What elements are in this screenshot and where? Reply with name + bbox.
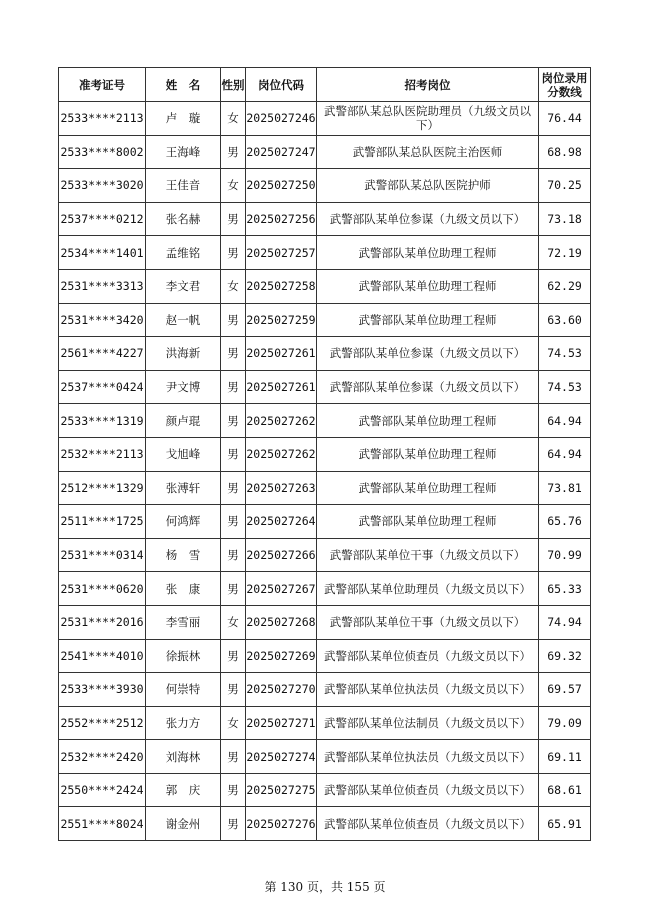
cell-post: 武警部队某单位助理工程师 bbox=[317, 404, 539, 438]
cell-id: 2537****0212 bbox=[59, 202, 146, 236]
cell-post: 武警部队某单位助理工程师 bbox=[317, 471, 539, 505]
cell-id: 2512****1329 bbox=[59, 471, 146, 505]
cell-name: 谢金州 bbox=[146, 807, 221, 841]
results-table bbox=[58, 67, 591, 841]
cell-score: 65.76 bbox=[539, 505, 591, 539]
cell-post: 武警部队某单位参谋（九级文员以下） bbox=[317, 370, 539, 404]
cell-post: 武警部队某单位干事（九级文员以下） bbox=[317, 605, 539, 639]
table-row bbox=[59, 605, 591, 639]
cell-post: 武警部队某总队医院主治医师 bbox=[317, 135, 539, 169]
cell-code: 2025027267 bbox=[246, 572, 317, 606]
cell-name: 张名赫 bbox=[146, 202, 221, 236]
cell-id: 2533****1319 bbox=[59, 404, 146, 438]
cell-name: 孟维铭 bbox=[146, 236, 221, 270]
cell-id: 2561****4227 bbox=[59, 337, 146, 371]
cell-id: 2533****8002 bbox=[59, 135, 146, 169]
cell-post: 武警部队某单位侦查员（九级文员以下） bbox=[317, 807, 539, 841]
table-row bbox=[59, 337, 591, 371]
cell-gender: 女 bbox=[221, 102, 246, 136]
cell-name: 徐振林 bbox=[146, 639, 221, 673]
cell-score: 72.19 bbox=[539, 236, 591, 270]
cell-post: 武警部队某单位执法员（九级文员以下） bbox=[317, 673, 539, 707]
cell-score: 68.98 bbox=[539, 135, 591, 169]
cell-post: 武警部队某单位法制员（九级文员以下） bbox=[317, 706, 539, 740]
cell-gender: 男 bbox=[221, 404, 246, 438]
cell-score: 70.25 bbox=[539, 169, 591, 203]
cell-post: 武警部队某单位助理工程师 bbox=[317, 269, 539, 303]
cell-code: 2025027274 bbox=[246, 740, 317, 774]
header-score: 岗位录用分数线 bbox=[539, 68, 591, 102]
cell-id: 2533****3930 bbox=[59, 673, 146, 707]
cell-score: 69.32 bbox=[539, 639, 591, 673]
table-row bbox=[59, 538, 591, 572]
cell-code: 2025027262 bbox=[246, 437, 317, 471]
cell-post: 武警部队某单位助理工程师 bbox=[317, 437, 539, 471]
cell-gender: 男 bbox=[221, 202, 246, 236]
cell-code: 2025027275 bbox=[246, 773, 317, 807]
cell-gender: 男 bbox=[221, 437, 246, 471]
cell-score: 64.94 bbox=[539, 404, 591, 438]
cell-name: 李雪丽 bbox=[146, 605, 221, 639]
cell-id: 2537****0424 bbox=[59, 370, 146, 404]
header-gender: 性别 bbox=[221, 68, 246, 102]
cell-score: 76.44 bbox=[539, 102, 591, 136]
cell-code: 2025027263 bbox=[246, 471, 317, 505]
cell-name: 洪海新 bbox=[146, 337, 221, 371]
cell-gender: 女 bbox=[221, 269, 246, 303]
cell-code: 2025027258 bbox=[246, 269, 317, 303]
header-code: 岗位代码 bbox=[246, 68, 317, 102]
cell-score: 65.33 bbox=[539, 572, 591, 606]
cell-code: 2025027276 bbox=[246, 807, 317, 841]
table-row bbox=[59, 471, 591, 505]
table-row bbox=[59, 673, 591, 707]
cell-gender: 男 bbox=[221, 807, 246, 841]
cell-id: 2551****8024 bbox=[59, 807, 146, 841]
cell-id: 2532****2420 bbox=[59, 740, 146, 774]
cell-gender: 女 bbox=[221, 169, 246, 203]
table-row bbox=[59, 437, 591, 471]
cell-score: 69.57 bbox=[539, 673, 591, 707]
cell-gender: 男 bbox=[221, 639, 246, 673]
cell-post: 武警部队某单位参谋（九级文员以下） bbox=[317, 337, 539, 371]
cell-code: 2025027261 bbox=[246, 370, 317, 404]
cell-post: 武警部队某单位助理工程师 bbox=[317, 303, 539, 337]
cell-gender: 男 bbox=[221, 303, 246, 337]
table-row bbox=[59, 236, 591, 270]
cell-post: 武警部队某单位干事（九级文员以下） bbox=[317, 538, 539, 572]
cell-code: 2025027271 bbox=[246, 706, 317, 740]
table-row bbox=[59, 740, 591, 774]
cell-id: 2532****2113 bbox=[59, 437, 146, 471]
cell-code: 2025027262 bbox=[246, 404, 317, 438]
cell-gender: 男 bbox=[221, 370, 246, 404]
cell-name: 尹文博 bbox=[146, 370, 221, 404]
table-row bbox=[59, 135, 591, 169]
cell-score: 74.53 bbox=[539, 370, 591, 404]
cell-name: 王佳音 bbox=[146, 169, 221, 203]
cell-gender: 女 bbox=[221, 706, 246, 740]
cell-score: 62.29 bbox=[539, 269, 591, 303]
table-row bbox=[59, 773, 591, 807]
cell-name: 张力方 bbox=[146, 706, 221, 740]
cell-score: 69.11 bbox=[539, 740, 591, 774]
header-row bbox=[59, 68, 591, 102]
cell-code: 2025027264 bbox=[246, 505, 317, 539]
table-row bbox=[59, 169, 591, 203]
cell-post: 武警部队某总队医院助理员（九级文员以下） bbox=[317, 102, 539, 136]
cell-score: 65.91 bbox=[539, 807, 591, 841]
cell-name: 张溥轩 bbox=[146, 471, 221, 505]
cell-score: 63.60 bbox=[539, 303, 591, 337]
cell-name: 张 康 bbox=[146, 572, 221, 606]
cell-name: 赵一帆 bbox=[146, 303, 221, 337]
cell-id: 2511****1725 bbox=[59, 505, 146, 539]
cell-post: 武警部队某单位侦查员（九级文员以下） bbox=[317, 773, 539, 807]
cell-id: 2531****0620 bbox=[59, 572, 146, 606]
cell-gender: 男 bbox=[221, 572, 246, 606]
cell-score: 68.61 bbox=[539, 773, 591, 807]
cell-post: 武警部队某单位执法员（九级文员以下） bbox=[317, 740, 539, 774]
cell-name: 何鸿辉 bbox=[146, 505, 221, 539]
cell-code: 2025027261 bbox=[246, 337, 317, 371]
cell-gender: 男 bbox=[221, 673, 246, 707]
cell-id: 2550****2424 bbox=[59, 773, 146, 807]
cell-gender: 男 bbox=[221, 505, 246, 539]
cell-id: 2534****1401 bbox=[59, 236, 146, 270]
table-row bbox=[59, 572, 591, 606]
cell-id: 2531****3313 bbox=[59, 269, 146, 303]
cell-name: 何崇特 bbox=[146, 673, 221, 707]
table-row bbox=[59, 639, 591, 673]
cell-code: 2025027247 bbox=[246, 135, 317, 169]
cell-gender: 男 bbox=[221, 337, 246, 371]
cell-gender: 女 bbox=[221, 605, 246, 639]
cell-id: 2552****2512 bbox=[59, 706, 146, 740]
cell-code: 2025027246 bbox=[246, 102, 317, 136]
cell-gender: 男 bbox=[221, 740, 246, 774]
cell-name: 卢 璇 bbox=[146, 102, 221, 136]
cell-score: 73.81 bbox=[539, 471, 591, 505]
header-id: 准考证号 bbox=[59, 68, 146, 102]
cell-id: 2533****2113 bbox=[59, 102, 146, 136]
cell-gender: 男 bbox=[221, 538, 246, 572]
cell-post: 武警部队某单位助理员（九级文员以下） bbox=[317, 572, 539, 606]
cell-name: 杨 雪 bbox=[146, 538, 221, 572]
cell-name: 郭 庆 bbox=[146, 773, 221, 807]
table-row bbox=[59, 807, 591, 841]
cell-post: 武警部队某单位侦查员（九级文员以下） bbox=[317, 639, 539, 673]
cell-gender: 男 bbox=[221, 135, 246, 169]
cell-post: 武警部队某单位助理工程师 bbox=[317, 505, 539, 539]
header-post: 招考岗位 bbox=[317, 68, 539, 102]
cell-post: 武警部队某总队医院护师 bbox=[317, 169, 539, 203]
cell-score: 64.94 bbox=[539, 437, 591, 471]
cell-score: 79.09 bbox=[539, 706, 591, 740]
cell-score: 74.94 bbox=[539, 605, 591, 639]
table-row bbox=[59, 706, 591, 740]
cell-code: 2025027250 bbox=[246, 169, 317, 203]
cell-code: 2025027269 bbox=[246, 639, 317, 673]
table-row bbox=[59, 269, 591, 303]
cell-code: 2025027256 bbox=[246, 202, 317, 236]
cell-id: 2533****3020 bbox=[59, 169, 146, 203]
table-row bbox=[59, 404, 591, 438]
cell-gender: 男 bbox=[221, 773, 246, 807]
cell-gender: 男 bbox=[221, 236, 246, 270]
cell-score: 73.18 bbox=[539, 202, 591, 236]
cell-code: 2025027259 bbox=[246, 303, 317, 337]
cell-code: 2025027270 bbox=[246, 673, 317, 707]
cell-id: 2531****0314 bbox=[59, 538, 146, 572]
cell-id: 2541****4010 bbox=[59, 639, 146, 673]
cell-name: 李文君 bbox=[146, 269, 221, 303]
cell-name: 戈旭峰 bbox=[146, 437, 221, 471]
cell-code: 2025027268 bbox=[246, 605, 317, 639]
cell-name: 颜卢琨 bbox=[146, 404, 221, 438]
cell-name: 刘海林 bbox=[146, 740, 221, 774]
cell-id: 2531****2016 bbox=[59, 605, 146, 639]
table-row bbox=[59, 370, 591, 404]
cell-score: 70.99 bbox=[539, 538, 591, 572]
cell-score: 74.53 bbox=[539, 337, 591, 371]
table-row bbox=[59, 303, 591, 337]
table-row bbox=[59, 505, 591, 539]
cell-id: 2531****3420 bbox=[59, 303, 146, 337]
cell-code: 2025027257 bbox=[246, 236, 317, 270]
cell-name: 王海峰 bbox=[146, 135, 221, 169]
cell-code: 2025027266 bbox=[246, 538, 317, 572]
cell-post: 武警部队某单位助理工程师 bbox=[317, 236, 539, 270]
table-row bbox=[59, 202, 591, 236]
cell-gender: 男 bbox=[221, 471, 246, 505]
header-name: 姓 名 bbox=[146, 68, 221, 102]
table-row bbox=[59, 102, 591, 136]
page-footer: 第 130 页，共 155 页 bbox=[264, 880, 386, 894]
cell-post: 武警部队某单位参谋（九级文员以下） bbox=[317, 202, 539, 236]
